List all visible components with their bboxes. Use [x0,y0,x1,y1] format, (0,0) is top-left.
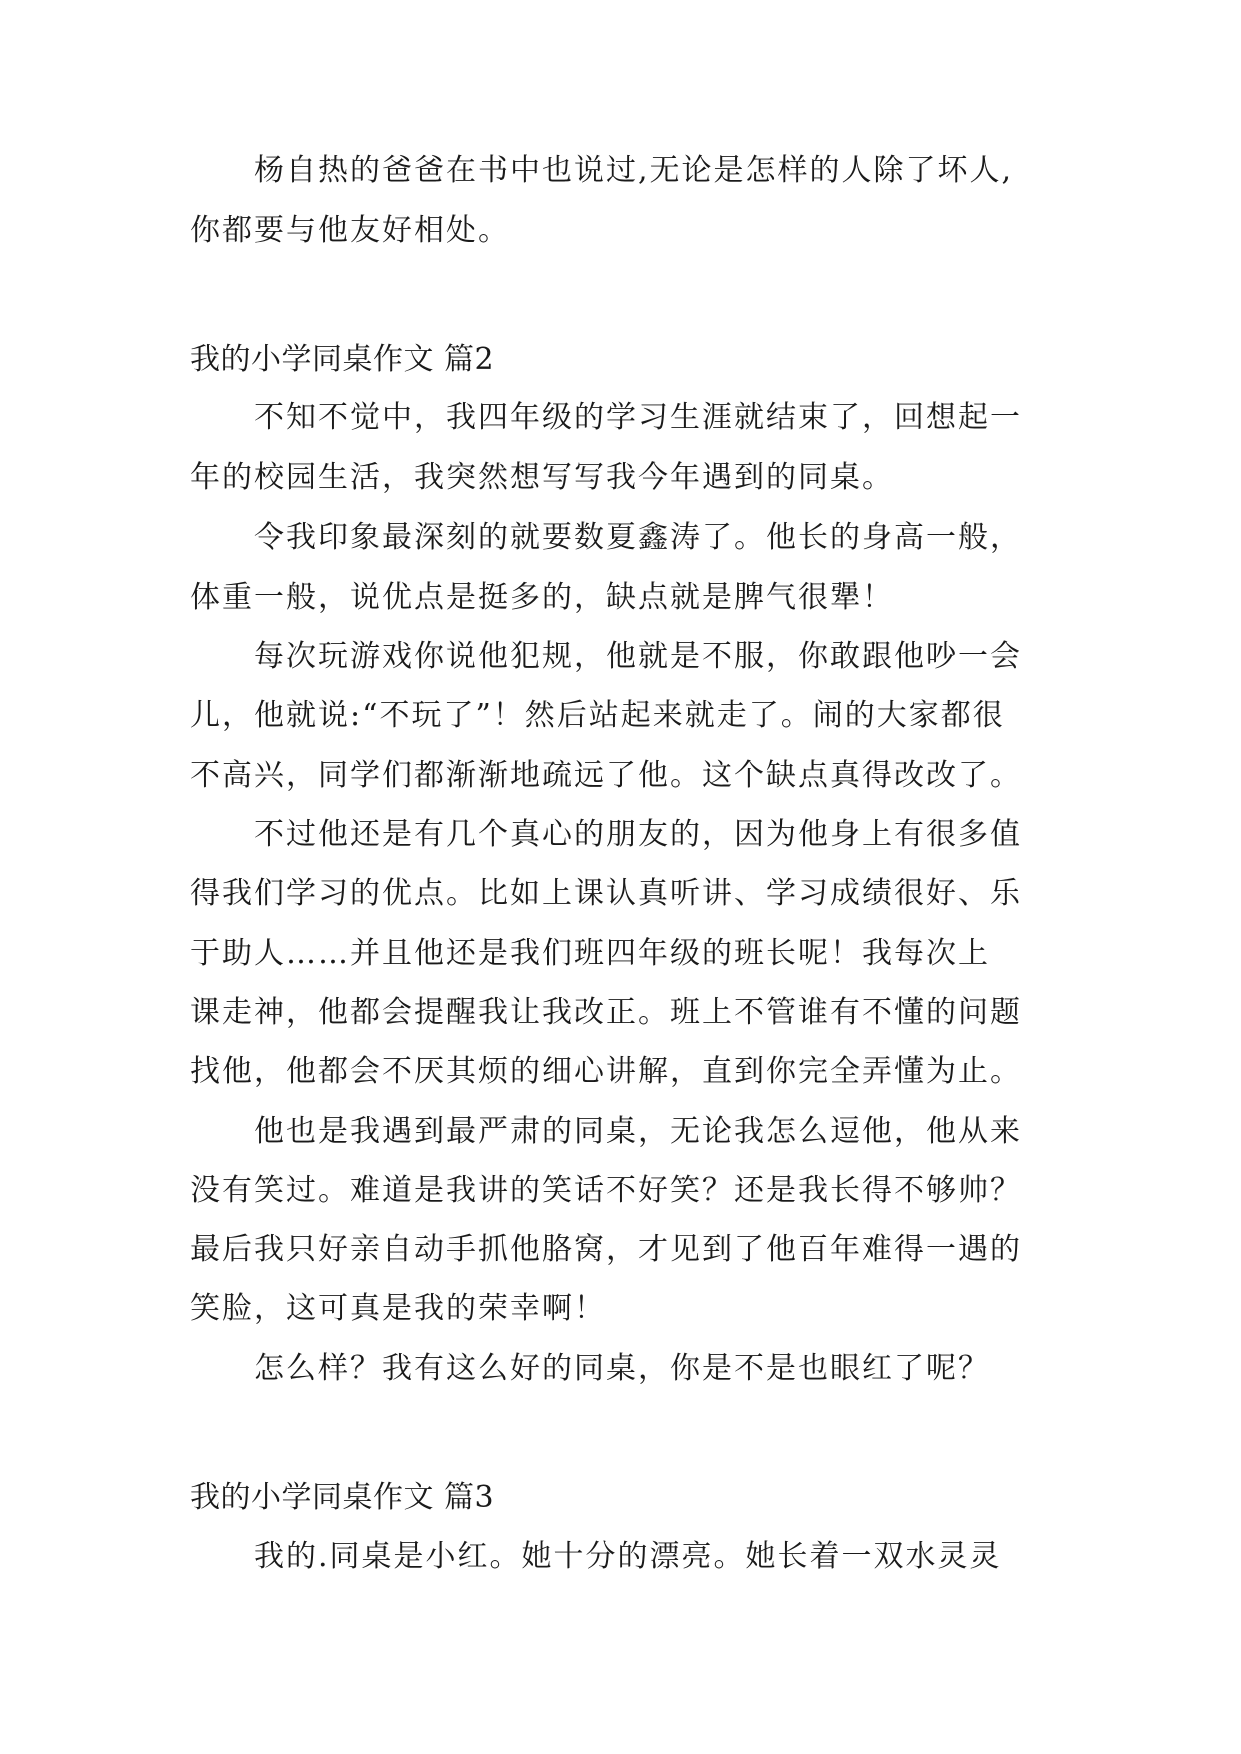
paragraph-line: 最后我只好亲自动手抓他胳窝，才见到了他百年难得一遇的 [190,1232,1022,1267]
paragraph-line: 于助人……并且他还是我们班四年级的班长呢！我每次上 [190,936,990,971]
paragraph-line: 令我印象最深刻的就要数夏鑫涛了。他长的身高一般， [254,520,1022,555]
paragraph-line: 没有笑过。难道是我讲的笑话不好笑？还是我长得不够帅？ [190,1173,1022,1208]
paragraph-line: 我的.同桌是小红。她十分的漂亮。她长着一双水灵灵 [254,1539,1002,1574]
paragraph-line: 体重一般，说优点是挺多的，缺点就是脾气很犟！ [190,580,894,615]
paragraph-line: 每次玩游戏你说他犯规，他就是不服，你敢跟他吵一会 [254,639,1022,674]
section-heading: 我的小学同桌作文 篇2 [190,342,495,377]
paragraph-line: 找他，他都会不厌其烦的细心讲解，直到你完全弄懂为止。 [190,1054,1022,1089]
paragraph-line: 课走神，他都会提醒我让我改正。班上不管谁有不懂的问题 [190,995,1022,1030]
paragraph-line: 儿，他就说:“不玩了”！然后站起来就走了。闹的大家都很 [190,698,1005,733]
paragraph-line: 你都要与他友好相处。 [190,213,510,248]
paragraph-line: 年的校园生活，我突然想写写我今年遇到的同桌。 [190,460,894,495]
paragraph-line: 不高兴，同学们都渐渐地疏远了他。这个缺点真得改改了。 [190,758,1022,793]
paragraph-line: 笑脸，这可真是我的荣幸啊！ [190,1291,606,1326]
paragraph-line: 他也是我遇到最严肃的同桌，无论我怎么逗他，他从来 [254,1114,1022,1149]
paragraph-line: 得我们学习的优点。比如上课认真听讲、学习成绩很好、乐 [190,876,1022,911]
paragraph-line: 杨自热的爸爸在书中也说过,无论是怎样的人除了坏人, [254,153,1014,188]
paragraph-line: 不过他还是有几个真心的朋友的，因为他身上有很多值 [254,817,1022,852]
section-heading: 我的小学同桌作文 篇3 [190,1480,495,1515]
paragraph-line: 不知不觉中，我四年级的学习生涯就结束了，回想起一 [254,400,1022,435]
paragraph-line: 怎么样？我有这么好的同桌，你是不是也眼红了呢？ [254,1351,990,1386]
